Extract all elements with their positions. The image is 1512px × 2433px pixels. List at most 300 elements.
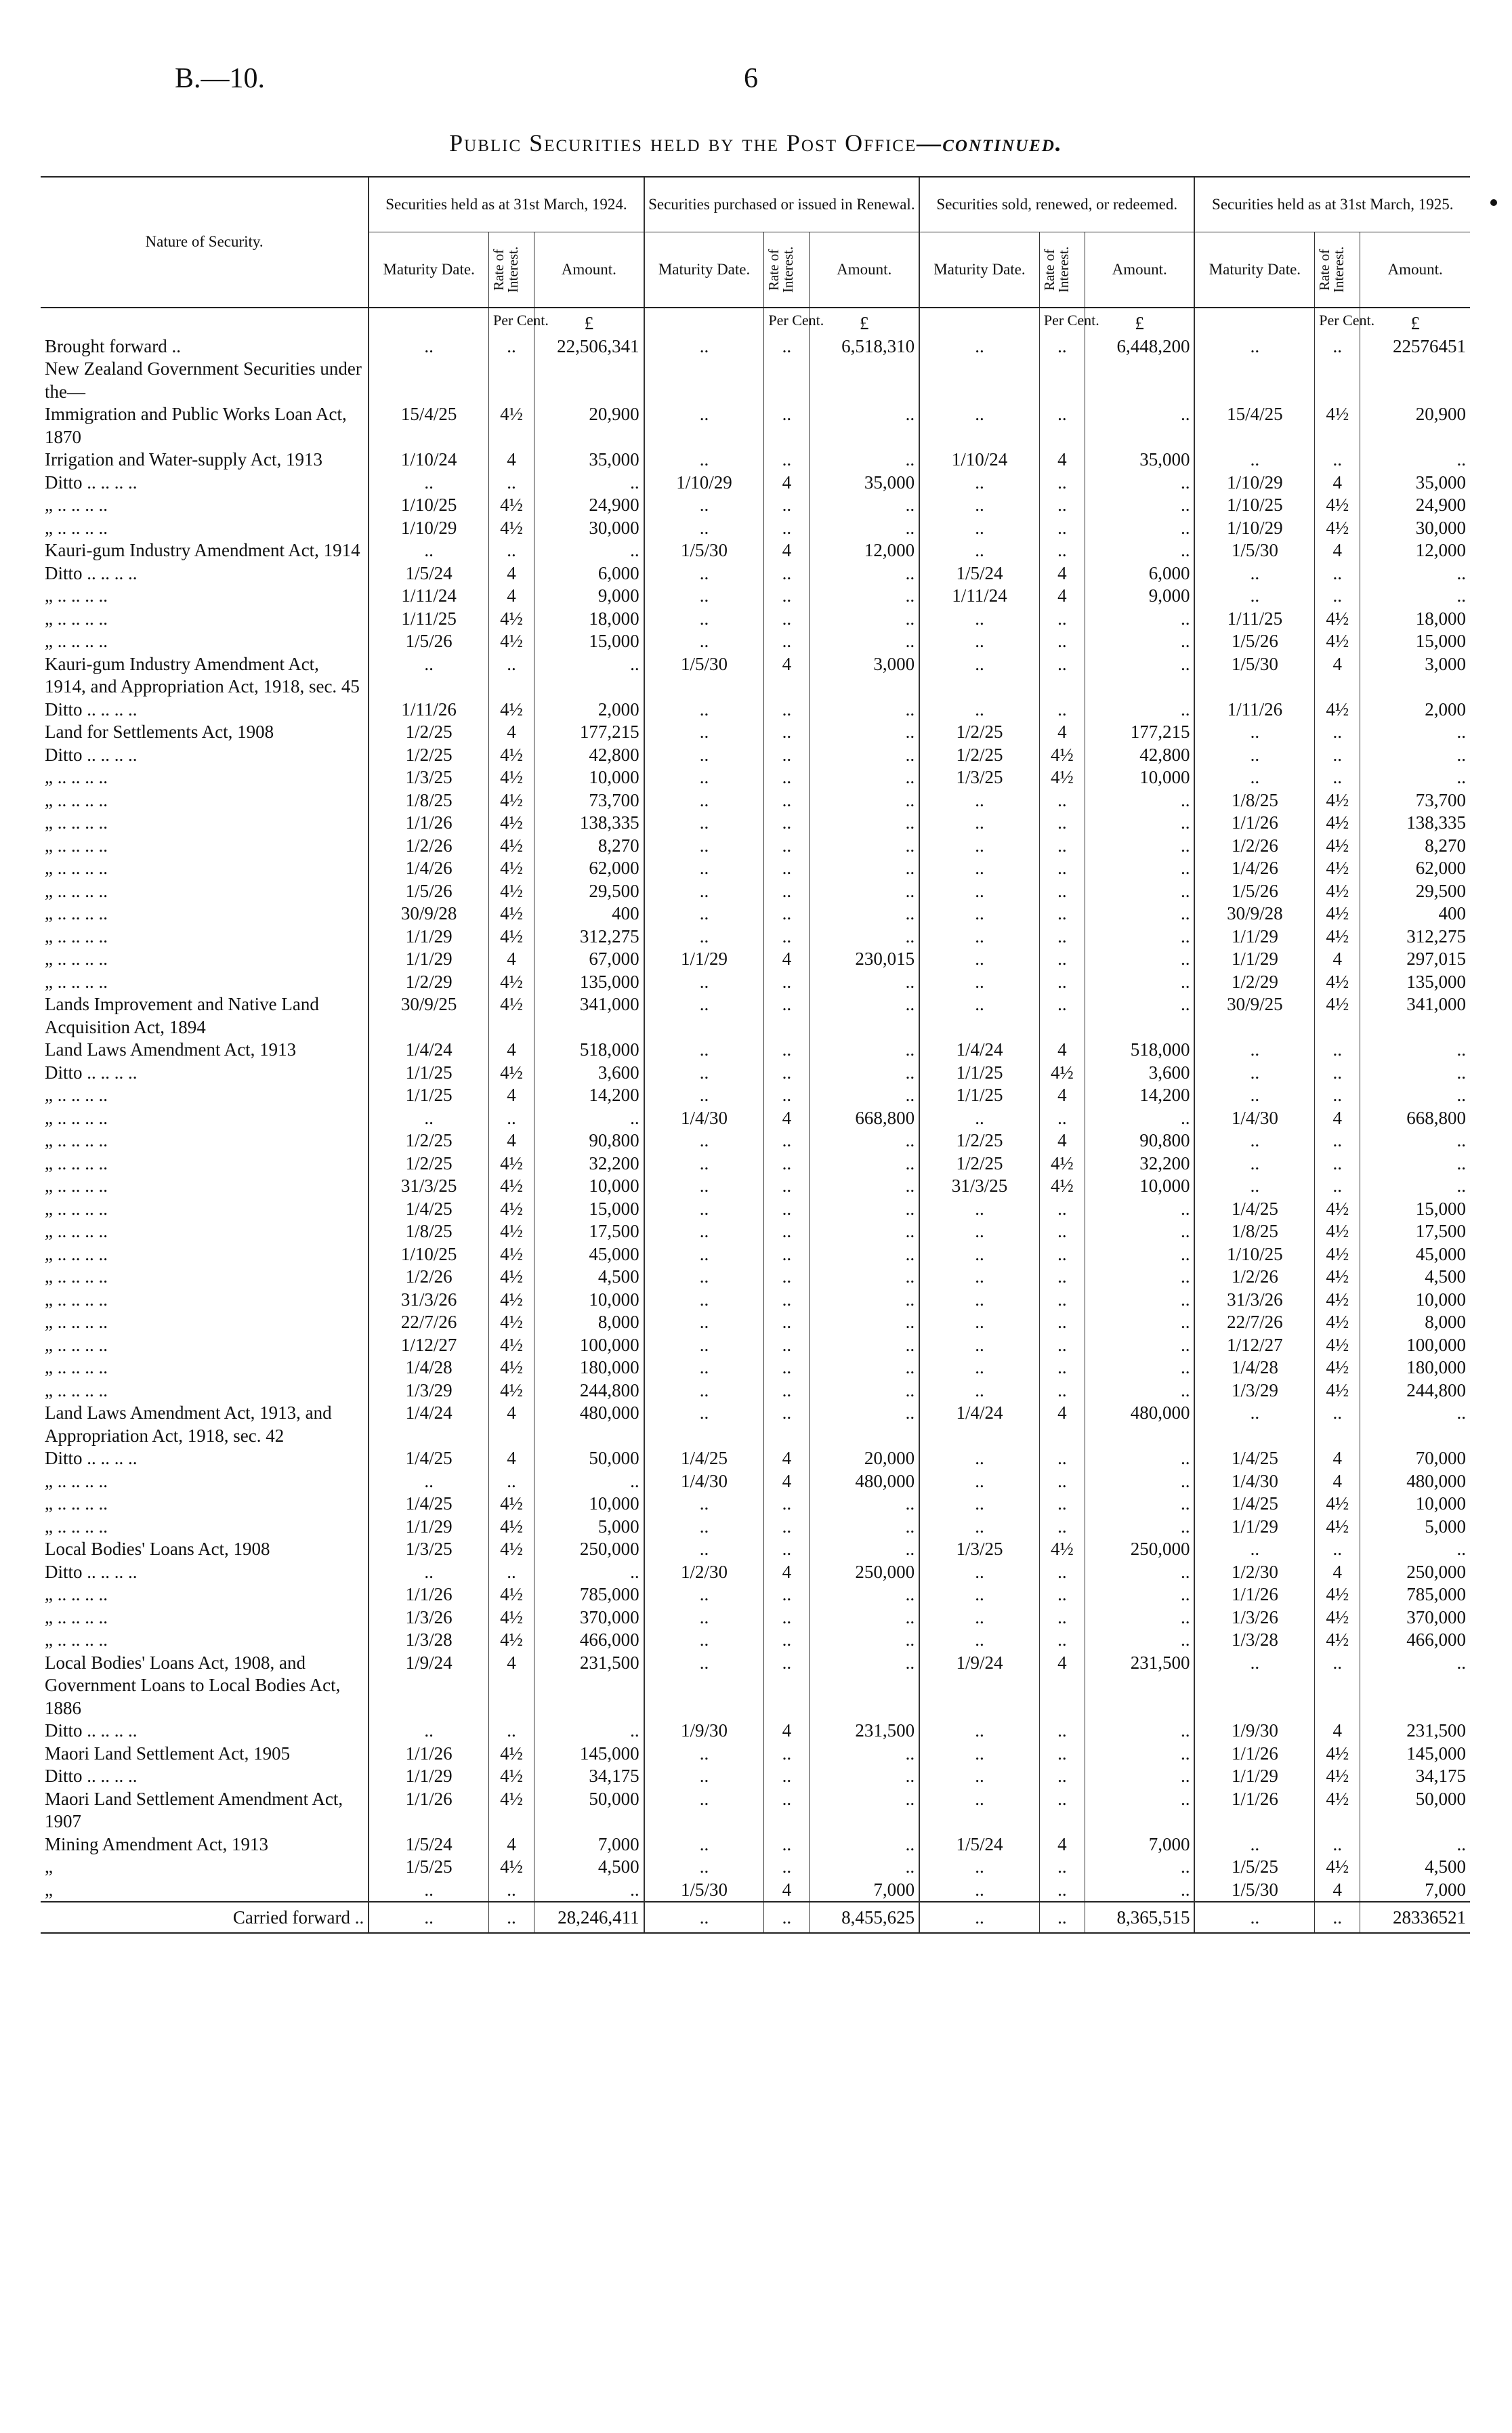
- amount-cell: 244,800: [534, 1379, 644, 1402]
- amount-cell: 15,000: [534, 1198, 644, 1221]
- rate-cell: 4½: [1315, 630, 1360, 653]
- maturity-cell: ..: [369, 1902, 488, 1933]
- maturity-cell: [644, 358, 764, 403]
- amount-cell: ..: [810, 517, 919, 540]
- rate-cell: ..: [489, 539, 534, 562]
- maturity-cell: 1/10/24: [919, 449, 1039, 472]
- maturity-cell: 31/3/26: [1194, 1289, 1314, 1312]
- maturity-cell: 1/2/25: [919, 721, 1039, 744]
- table-row: [41, 1311, 1470, 1334]
- rate-cell: ..: [489, 1720, 534, 1743]
- nature-cell: „ .. .. .. ..: [45, 903, 108, 923]
- rate-cell: 4: [1039, 585, 1085, 608]
- rate-cell: ..: [1039, 1606, 1085, 1629]
- rate-cell: ..: [1315, 744, 1360, 767]
- rate-cell: ..: [764, 517, 810, 540]
- nature-cell: „: [45, 1879, 53, 1900]
- maturity-cell: ..: [919, 1765, 1039, 1788]
- amount-cell: 297,015: [1360, 948, 1470, 971]
- table-row: [41, 1447, 1470, 1470]
- maturity-cell: 1/2/26: [1194, 835, 1314, 858]
- rate-cell: ..: [1315, 1084, 1360, 1107]
- rate-cell: 4: [1039, 1833, 1085, 1856]
- maturity-cell: ..: [1194, 1538, 1314, 1561]
- rate-cell: 4½: [489, 789, 534, 812]
- amount-cell: 230,015: [810, 948, 919, 971]
- amount-cell: 35,000: [1360, 472, 1470, 495]
- rate-cell: 4: [1315, 1447, 1360, 1470]
- rate-cell: 4½: [489, 630, 534, 653]
- amount-cell: 32,200: [534, 1152, 644, 1176]
- rate-cell: ..: [1315, 585, 1360, 608]
- rate-cell: ..: [1039, 1447, 1085, 1470]
- amount-cell: ..: [1085, 1493, 1194, 1516]
- rate-cell: 4½: [489, 608, 534, 631]
- amount-cell: ..: [1360, 1062, 1470, 1085]
- rate-cell: 4½: [1315, 1220, 1360, 1243]
- amount-cell: 4,500: [534, 1856, 644, 1879]
- maturity-cell: 1/12/27: [1194, 1334, 1314, 1357]
- rate-cell: 4½: [1315, 1629, 1360, 1652]
- header-held-1925: Securities held as at 31st March, 1925.: [1194, 177, 1470, 232]
- maturity-cell: 1/1/26: [369, 812, 488, 835]
- amount-cell: 145,000: [534, 1743, 644, 1766]
- rate-cell: ..: [1315, 335, 1360, 358]
- amount-cell: 341,000: [1360, 993, 1470, 1039]
- rate-cell: ..: [1315, 721, 1360, 744]
- amount-cell: ..: [810, 1516, 919, 1539]
- maturity-cell: 1/11/24: [369, 585, 488, 608]
- maturity-cell: 1/10/29: [644, 472, 764, 495]
- rate-cell: 4½: [1315, 1516, 1360, 1539]
- maturity-cell: ..: [644, 699, 764, 722]
- rate-cell: ..: [764, 1902, 810, 1933]
- nature-cell: Land Laws Amendment Act, 1913, and Appropriation Act, 1918, sec. 42: [45, 1402, 332, 1446]
- rate-cell: ..: [764, 1583, 810, 1606]
- amount-cell: 7,000: [534, 1833, 644, 1856]
- rate-cell: ..: [764, 449, 810, 472]
- amount-cell: 231,500: [810, 1720, 919, 1743]
- amount-cell: ..: [1360, 721, 1470, 744]
- nature-cell: „ .. .. .. ..: [45, 1334, 108, 1355]
- table-row: [41, 835, 1470, 858]
- maturity-cell: 1/5/30: [1194, 1879, 1314, 1902]
- amount-cell: 34,175: [1360, 1765, 1470, 1788]
- rate-cell: 4: [1315, 653, 1360, 699]
- table-row: [41, 1629, 1470, 1652]
- rate-cell: ..: [1315, 1652, 1360, 1720]
- rate-cell: 4½: [489, 403, 534, 449]
- maturity-cell: ..: [919, 1743, 1039, 1766]
- maturity-cell: ..: [919, 335, 1039, 358]
- maturity-cell: 1/10/25: [1194, 1243, 1314, 1266]
- rate-cell: ..: [1315, 1129, 1360, 1152]
- page-title-continued: —continued.: [917, 129, 1063, 157]
- amount-cell: 14,200: [1085, 1084, 1194, 1107]
- rate-cell: 4½: [489, 517, 534, 540]
- rate-cell: 4½: [1315, 926, 1360, 949]
- header-rate-2: [764, 232, 810, 308]
- maturity-cell: 1/10/25: [369, 494, 488, 517]
- rate-cell: ..: [764, 721, 810, 744]
- header-rate-3: [1039, 232, 1085, 308]
- maturity-cell: ..: [644, 1606, 764, 1629]
- maturity-cell: ..: [644, 766, 764, 789]
- nature-cell: „ .. .. .. ..: [45, 926, 108, 947]
- nature-cell: Immigration and Public Works Loan Act, 1870: [45, 404, 347, 447]
- rate-cell: ..: [1039, 403, 1085, 449]
- amount-cell: ..: [1085, 1107, 1194, 1130]
- rate-cell: ..: [1039, 1356, 1085, 1379]
- rate-cell: 4: [1315, 1879, 1360, 1902]
- rate-cell: 4½: [489, 1062, 534, 1085]
- rate-cell: 4½: [1315, 1606, 1360, 1629]
- maturity-cell: 1/3/25: [919, 1538, 1039, 1561]
- nature-cell: New Zealand Government Securities under the—: [45, 358, 362, 402]
- amount-cell: ..: [1085, 403, 1194, 449]
- rate-cell: ..: [764, 1856, 810, 1879]
- table-row: [41, 1561, 1470, 1584]
- rate-cell: 4½: [489, 1516, 534, 1539]
- nature-cell: „ .. .. .. ..: [45, 517, 108, 538]
- rate-cell: ..: [1039, 517, 1085, 540]
- maturity-cell: 1/4/26: [1194, 857, 1314, 880]
- nature-cell: Local Bodies' Loans Act, 1908, and Government Loans to Local Bodies Act, 1886: [45, 1652, 341, 1718]
- maturity-cell: 1/4/24: [919, 1039, 1039, 1062]
- maturity-cell: ..: [369, 653, 488, 699]
- table-row: [41, 1289, 1470, 1312]
- amount-cell: ..: [534, 1107, 644, 1130]
- rate-cell: 4: [1039, 1652, 1085, 1720]
- rate-cell: 4: [764, 1447, 810, 1470]
- table-row: [41, 1243, 1470, 1266]
- rate-cell: 4: [764, 1720, 810, 1743]
- amount-cell: ..: [810, 766, 919, 789]
- amount-cell: 20,900: [1360, 403, 1470, 449]
- maturity-cell: ..: [369, 1470, 488, 1493]
- amount-cell: 312,275: [1360, 926, 1470, 949]
- rate-cell: 4½: [489, 1289, 534, 1312]
- maturity-cell: 1/1/26: [369, 1788, 488, 1833]
- rate-cell: ..: [1315, 1062, 1360, 1085]
- nature-cell: Kauri-gum Industry Amendment Act, 1914: [45, 540, 360, 560]
- maturity-cell: 22/7/26: [369, 1311, 488, 1334]
- amount-cell: ..: [534, 539, 644, 562]
- maturity-cell: ..: [644, 1084, 764, 1107]
- maturity-cell: ..: [919, 1243, 1039, 1266]
- rate-cell: 4: [1039, 562, 1085, 585]
- amount-cell: 22,506,341: [534, 335, 644, 358]
- rate-cell: 4: [764, 1879, 810, 1902]
- amount-cell: 7,000: [810, 1879, 919, 1902]
- rate-cell: ..: [1039, 902, 1085, 926]
- amount-cell: ..: [810, 1606, 919, 1629]
- table-row: [41, 766, 1470, 789]
- amount-cell: ..: [1085, 653, 1194, 699]
- maturity-cell: 1/5/24: [919, 1833, 1039, 1856]
- maturity-cell: ..: [644, 1039, 764, 1062]
- maturity-cell: ..: [1194, 562, 1314, 585]
- maturity-cell: 1/4/30: [644, 1107, 764, 1130]
- amount-cell: ..: [1360, 1175, 1470, 1198]
- table-row: [41, 1879, 1470, 1902]
- rate-cell: ..: [1039, 1629, 1085, 1652]
- header-maturity-4: Maturity Date.: [1194, 232, 1314, 308]
- table-row: [41, 1833, 1470, 1856]
- maturity-cell: 1/4/25: [644, 1447, 764, 1470]
- rate-cell: 4½: [489, 971, 534, 994]
- maturity-cell: ..: [1194, 449, 1314, 472]
- rate-cell: 4½: [489, 699, 534, 722]
- rate-cell: 4: [489, 449, 534, 472]
- maturity-cell: ..: [644, 517, 764, 540]
- maturity-cell: ..: [919, 699, 1039, 722]
- rate-cell: ..: [764, 494, 810, 517]
- amount-cell: [1085, 358, 1194, 403]
- maturity-cell: 1/5/26: [1194, 880, 1314, 903]
- amount-cell: 312,275: [534, 926, 644, 949]
- maturity-cell: ..: [644, 630, 764, 653]
- rate-cell: 4½: [489, 926, 534, 949]
- amount-cell: 4,500: [1360, 1856, 1470, 1879]
- unit-per-cent: Per Cent.: [489, 308, 534, 335]
- header-amount-3: Amount.: [1085, 232, 1194, 308]
- amount-cell: ..: [810, 449, 919, 472]
- maturity-cell: 1/2/25: [369, 1129, 488, 1152]
- header-amount-1: Amount.: [534, 232, 644, 308]
- rate-cell: 4½: [1315, 1765, 1360, 1788]
- nature-cell: „ .. .. .. ..: [45, 1584, 108, 1604]
- amount-cell: ..: [1085, 1289, 1194, 1312]
- table-row: [41, 1538, 1470, 1561]
- rate-cell: ..: [764, 1379, 810, 1402]
- amount-cell: ..: [1085, 1561, 1194, 1584]
- maturity-cell: ..: [919, 948, 1039, 971]
- maturity-cell: 1/5/25: [369, 1856, 488, 1879]
- table-row: [41, 1652, 1470, 1720]
- rate-cell: 4½: [489, 1334, 534, 1357]
- maturity-cell: ..: [919, 472, 1039, 495]
- rate-cell: ..: [1039, 608, 1085, 631]
- amount-cell: ..: [1085, 517, 1194, 540]
- maturity-cell: 1/5/24: [369, 1833, 488, 1856]
- rate-cell: ..: [764, 880, 810, 903]
- rate-cell: ..: [1039, 835, 1085, 858]
- amount-cell: 10,000: [534, 766, 644, 789]
- rate-cell: 4½: [489, 1356, 534, 1379]
- maturity-cell: 1/4/30: [644, 1470, 764, 1493]
- rate-cell: 4: [1039, 1039, 1085, 1062]
- amount-cell: 22576451: [1360, 335, 1470, 358]
- unit-per-cent: Per Cent.: [764, 308, 810, 335]
- nature-cell: Ditto .. .. .. ..: [45, 472, 138, 493]
- rate-cell: 4½: [489, 1379, 534, 1402]
- amount-cell: ..: [1085, 1743, 1194, 1766]
- table-row: [41, 653, 1470, 699]
- rate-cell: ..: [489, 1879, 534, 1902]
- amount-cell: ..: [810, 1629, 919, 1652]
- amount-cell: 180,000: [534, 1356, 644, 1379]
- amount-cell: 370,000: [534, 1606, 644, 1629]
- amount-cell: ..: [534, 1720, 644, 1743]
- maturity-cell: ..: [919, 1266, 1039, 1289]
- table-row: [41, 926, 1470, 949]
- rate-cell: 4½: [1039, 766, 1085, 789]
- nature-cell: „ .. .. .. ..: [45, 1357, 108, 1377]
- nature-cell: Land for Settlements Act, 1908: [45, 722, 274, 742]
- amount-cell: ..: [810, 1152, 919, 1176]
- maturity-cell: 1/5/24: [919, 562, 1039, 585]
- maturity-cell: 1/2/25: [369, 1152, 488, 1176]
- rate-cell: ..: [1315, 1402, 1360, 1447]
- maturity-cell: 1/5/30: [1194, 539, 1314, 562]
- amount-cell: 9,000: [1085, 585, 1194, 608]
- rate-cell: ..: [1039, 857, 1085, 880]
- rate-cell: ..: [1039, 926, 1085, 949]
- maturity-cell: 1/1/29: [1194, 948, 1314, 971]
- amount-cell: 250,000: [534, 1538, 644, 1561]
- amount-cell: ..: [810, 1788, 919, 1833]
- maturity-cell: ..: [644, 1220, 764, 1243]
- rate-cell: ..: [764, 630, 810, 653]
- amount-cell: ..: [1085, 857, 1194, 880]
- nature-cell: Maori Land Settlement Act, 1905: [45, 1743, 291, 1764]
- amount-cell: 20,000: [810, 1447, 919, 1470]
- maturity-cell: 1/1/29: [1194, 1516, 1314, 1539]
- rate-cell: 4: [489, 1447, 534, 1470]
- rate-cell: 4½: [1315, 971, 1360, 994]
- maturity-cell: ..: [919, 835, 1039, 858]
- maturity-cell: ..: [919, 789, 1039, 812]
- amount-cell: 231,500: [1085, 1652, 1194, 1720]
- maturity-cell: 1/1/25: [369, 1084, 488, 1107]
- amount-cell: 17,500: [534, 1220, 644, 1243]
- nature-cell: „ .. .. .. ..: [45, 1221, 108, 1241]
- nature-cell: „ .. .. .. ..: [45, 608, 108, 629]
- maturity-cell: 1/4/25: [1194, 1493, 1314, 1516]
- amount-cell: 518,000: [1085, 1039, 1194, 1062]
- rate-cell: 4: [1315, 472, 1360, 495]
- amount-cell: ..: [1360, 1129, 1470, 1152]
- maturity-cell: 1/8/25: [369, 1220, 488, 1243]
- amount-cell: ..: [810, 789, 919, 812]
- amount-cell: 668,800: [1360, 1107, 1470, 1130]
- maturity-cell: ..: [644, 971, 764, 994]
- amount-cell: 9,000: [534, 585, 644, 608]
- rate-cell: ..: [1039, 1243, 1085, 1266]
- amount-cell: ..: [1360, 1152, 1470, 1176]
- amount-cell: ..: [810, 1129, 919, 1152]
- rate-cell: ..: [764, 1198, 810, 1221]
- maturity-cell: ..: [919, 1720, 1039, 1743]
- table-row: [41, 1856, 1470, 1879]
- amount-cell: 10,000: [1360, 1289, 1470, 1312]
- nature-cell: „ .. .. .. ..: [45, 1312, 108, 1332]
- rate-cell: 4½: [1315, 1311, 1360, 1334]
- amount-cell: 785,000: [1360, 1583, 1470, 1606]
- amount-cell: ..: [1085, 993, 1194, 1039]
- amount-cell: 35,000: [1085, 449, 1194, 472]
- maturity-cell: ..: [1194, 1902, 1314, 1933]
- header-maturity-1: Maturity Date.: [369, 232, 488, 308]
- rate-cell: ..: [764, 789, 810, 812]
- rate-cell: [1315, 358, 1360, 403]
- table-row: [41, 1152, 1470, 1176]
- nature-cell: „ .. .. .. ..: [45, 1243, 108, 1264]
- table-row: [41, 335, 1470, 358]
- maturity-cell: ..: [1194, 1152, 1314, 1176]
- maturity-cell: ..: [644, 1538, 764, 1561]
- unit-per-cent: Per Cent.: [1039, 308, 1085, 335]
- amount-cell: ..: [1360, 562, 1470, 585]
- maturity-cell: ..: [919, 880, 1039, 903]
- rate-cell: ..: [764, 993, 810, 1039]
- maturity-cell: ..: [644, 1402, 764, 1447]
- maturity-cell: 1/11/25: [1194, 608, 1314, 631]
- amount-cell: ..: [1085, 1356, 1194, 1379]
- nature-cell: „ .. .. .. ..: [45, 812, 108, 833]
- amount-cell: 6,518,310: [810, 335, 919, 358]
- nature-cell: „ .. .. .. ..: [45, 631, 108, 651]
- rate-cell: 4: [764, 1470, 810, 1493]
- table-row: [41, 1266, 1470, 1289]
- maturity-cell: 1/5/26: [1194, 630, 1314, 653]
- header-rate-4: [1315, 232, 1360, 308]
- rate-cell: 4½: [1315, 993, 1360, 1039]
- amount-cell: 18,000: [534, 608, 644, 631]
- rate-cell: ..: [1315, 1175, 1360, 1198]
- rate-cell: ..: [1039, 1266, 1085, 1289]
- amount-cell: 3,000: [810, 653, 919, 699]
- maturity-cell: 1/4/25: [369, 1493, 488, 1516]
- nature-cell: Maori Land Settlement Amendment Act, 1907: [45, 1788, 343, 1831]
- rate-cell: 4½: [1315, 857, 1360, 880]
- maturity-cell: ..: [1194, 721, 1314, 744]
- maturity-cell: ..: [1194, 335, 1314, 358]
- rate-cell: 4½: [489, 993, 534, 1039]
- maturity-cell: ..: [644, 1266, 764, 1289]
- rate-cell: 4½: [1315, 902, 1360, 926]
- maturity-cell: 15/4/25: [1194, 403, 1314, 449]
- unit-blank: [41, 308, 369, 335]
- amount-cell: 32,200: [1085, 1152, 1194, 1176]
- amount-cell: ..: [1085, 1447, 1194, 1470]
- rate-cell: 4: [1039, 1129, 1085, 1152]
- maturity-cell: 1/2/26: [369, 835, 488, 858]
- maturity-cell: 1/1/25: [919, 1062, 1039, 1085]
- maturity-cell: 15/4/25: [369, 403, 488, 449]
- amount-cell: ..: [1085, 1629, 1194, 1652]
- amount-cell: ..: [810, 993, 919, 1039]
- rate-cell: 4½: [1315, 1856, 1360, 1879]
- table-row: [41, 1720, 1470, 1743]
- maturity-cell: 1/1/29: [1194, 926, 1314, 949]
- rate-cell: 4½: [1315, 699, 1360, 722]
- maturity-cell: ..: [644, 812, 764, 835]
- rate-cell: ..: [764, 1516, 810, 1539]
- maturity-cell: 1/4/28: [1194, 1356, 1314, 1379]
- maturity-cell: ..: [369, 1879, 488, 1902]
- header-maturity-2: Maturity Date.: [644, 232, 764, 308]
- table-row: [41, 585, 1470, 608]
- amount-cell: ..: [810, 971, 919, 994]
- rate-cell: 4½: [489, 1538, 534, 1561]
- maturity-cell: 1/2/29: [369, 971, 488, 994]
- amount-cell: 15,000: [534, 630, 644, 653]
- amount-cell: 8,000: [1360, 1311, 1470, 1334]
- amount-cell: ..: [810, 1039, 919, 1062]
- maturity-cell: ..: [919, 1447, 1039, 1470]
